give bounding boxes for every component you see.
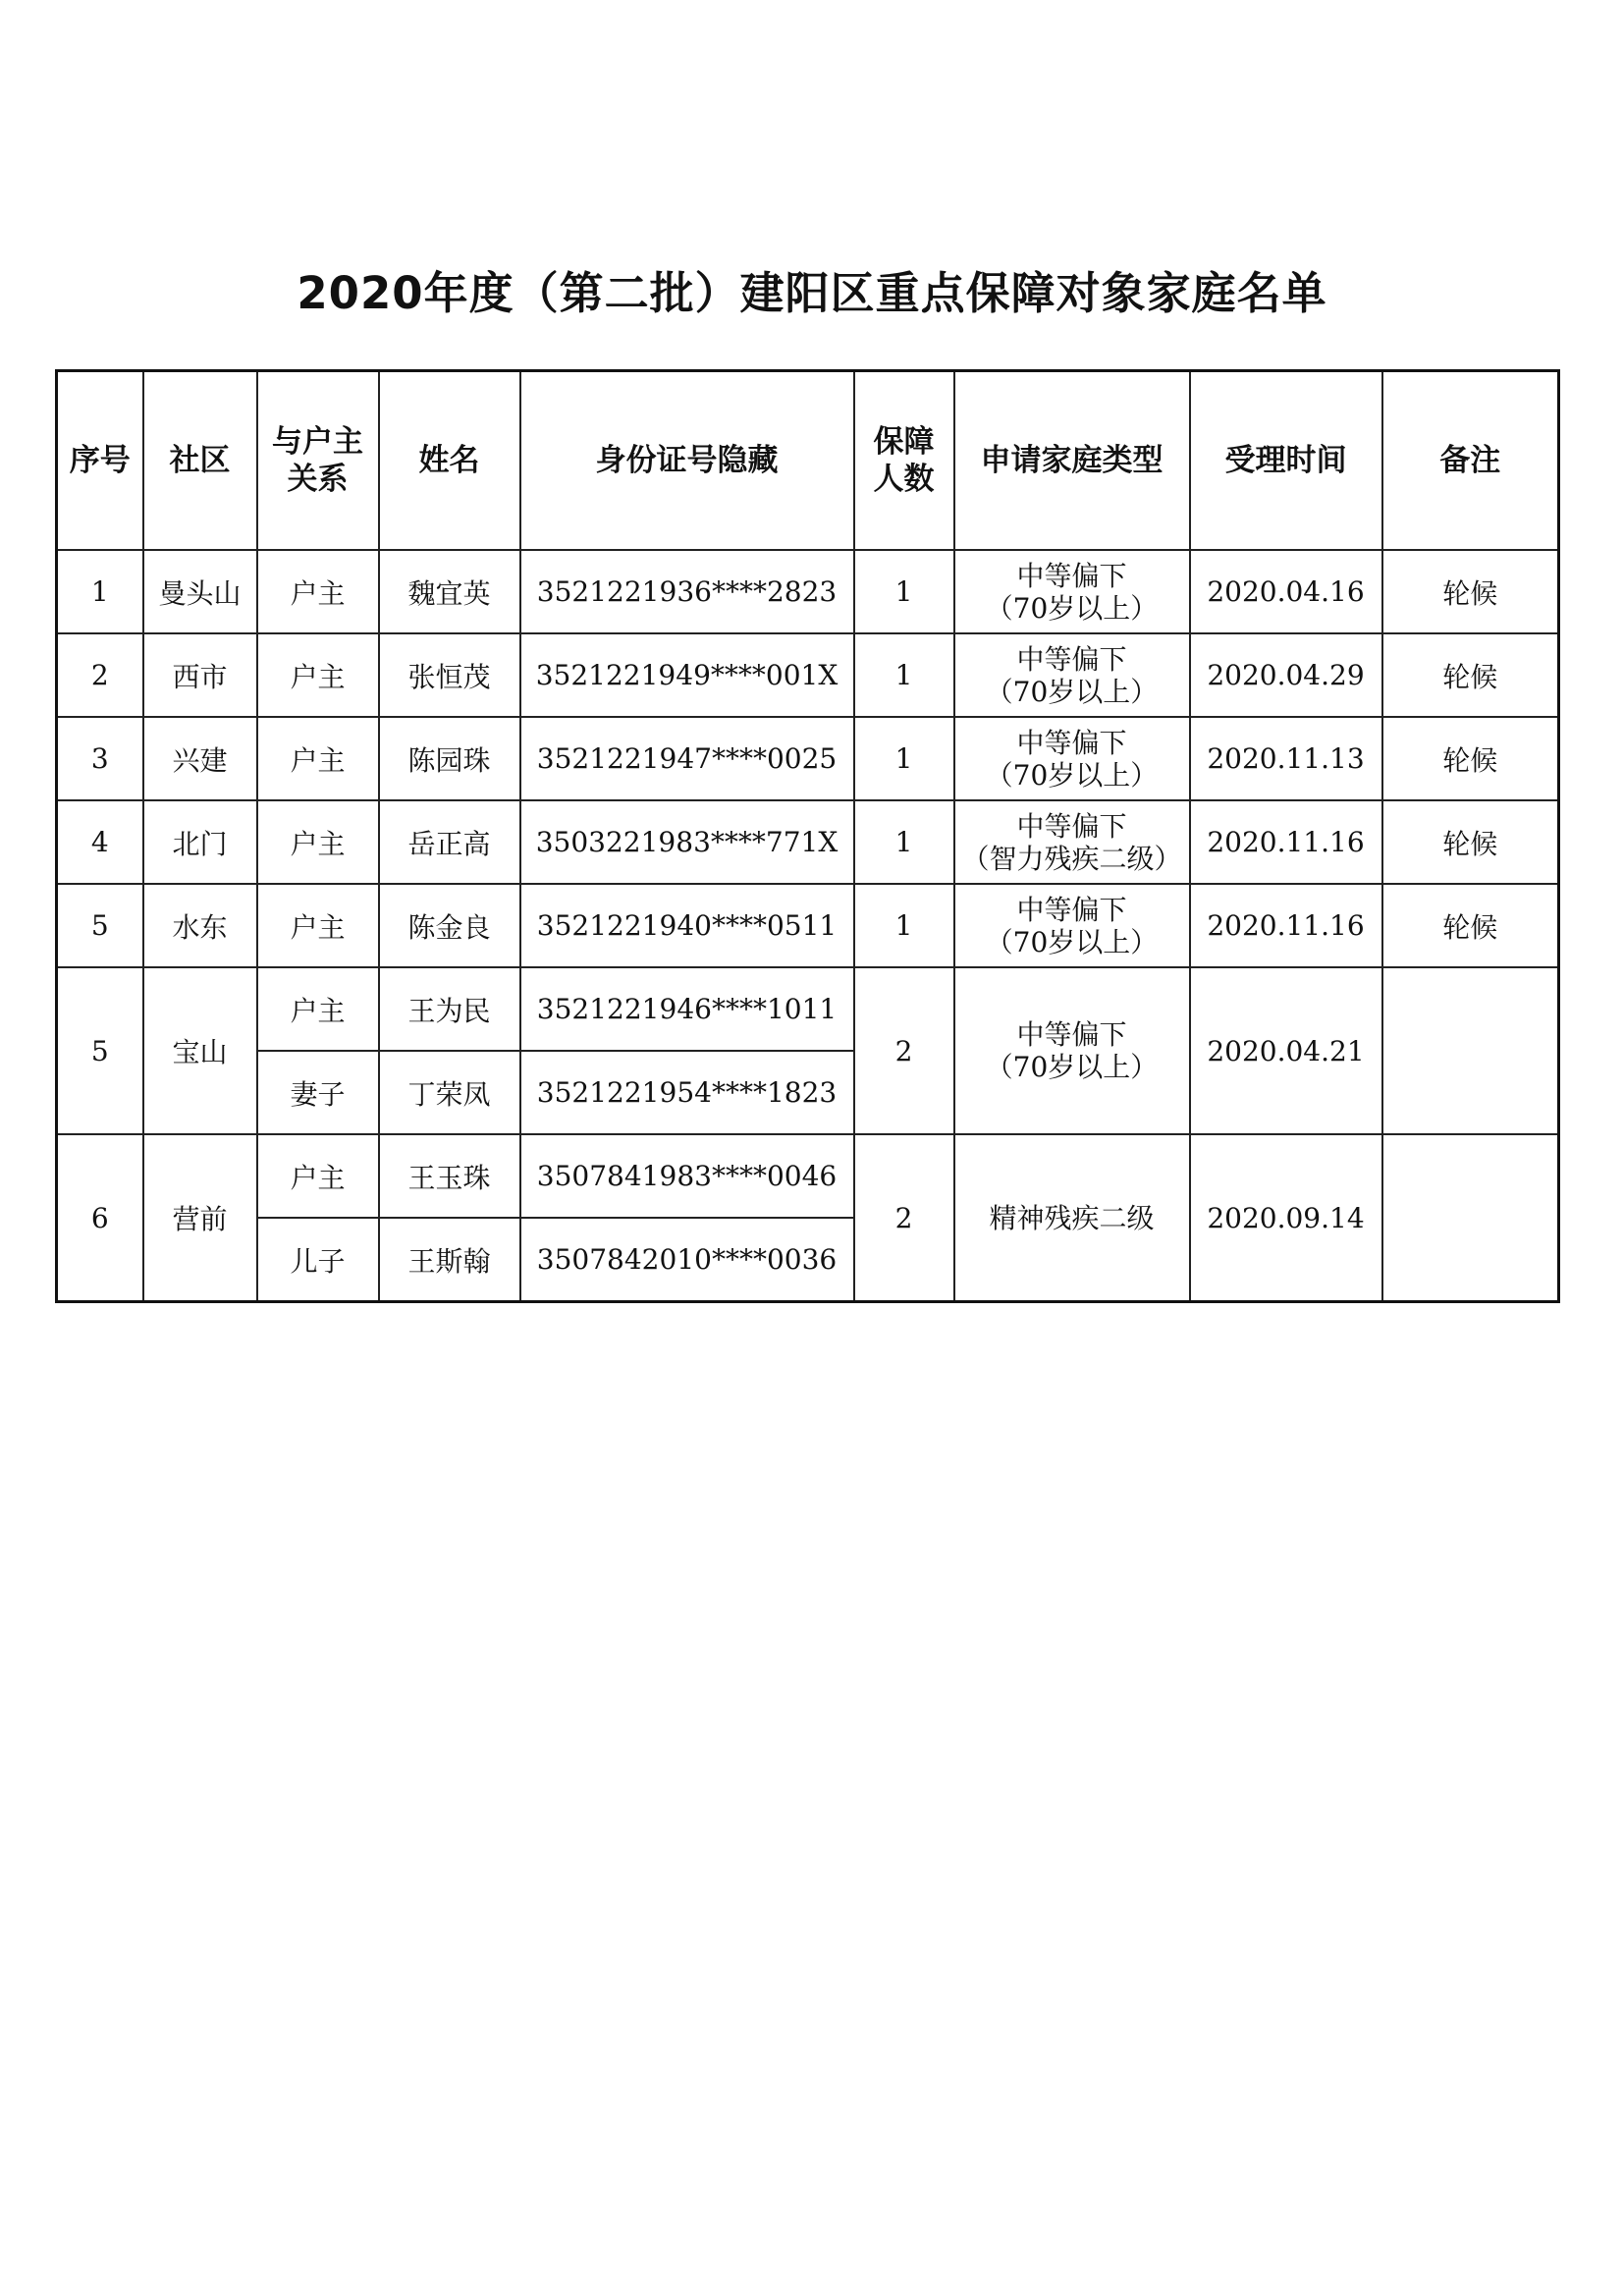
header-row [57, 371, 1559, 551]
family-type-line1: 中等偏下 [1016, 1018, 1127, 1051]
header-count-line1: 保障 [873, 424, 935, 460]
id-number-cell: 3521221949****001X [520, 633, 854, 717]
count-cell: 2 [854, 1134, 954, 1302]
header-count-line2: 人数 [873, 462, 935, 497]
accept-time-cell: 2020.11.13 [1190, 717, 1382, 800]
id-number-cell: 3521221946****1011 [520, 967, 854, 1051]
id-number-cell: 3507841983****0046 [520, 1134, 854, 1218]
accept-time-cell: 2020.11.16 [1190, 884, 1382, 967]
family-type-cell [954, 633, 1190, 717]
table-body [57, 550, 1559, 1302]
id-number-cell: 3507842010****0036 [520, 1218, 854, 1302]
header-family-type: 申请家庭类型 [954, 371, 1190, 551]
accept-time-cell: 2020.04.16 [1190, 550, 1382, 633]
remark-cell [1382, 967, 1559, 1134]
relation-cell: 户主 [257, 884, 379, 967]
table-row [57, 1134, 1559, 1218]
relation-cell: 儿子 [257, 1218, 379, 1302]
count-cell: 2 [854, 967, 954, 1134]
seq-cell: 4 [57, 800, 143, 884]
header-seq: 序号 [57, 371, 143, 551]
id-number-cell: 3521221947****0025 [520, 717, 854, 800]
header-remark: 备注 [1382, 371, 1559, 551]
name-cell: 王为民 [379, 967, 520, 1051]
remark-cell: 轮候 [1382, 550, 1559, 633]
accept-time-cell: 2020.04.21 [1190, 967, 1382, 1134]
header-community: 社区 [143, 371, 257, 551]
table-row [57, 550, 1559, 633]
header-relation-line1: 与户主 [272, 424, 363, 460]
relation-cell: 户主 [257, 550, 379, 633]
relation-cell: 户主 [257, 717, 379, 800]
count-cell: 1 [854, 633, 954, 717]
id-number-cell: 3521221936****2823 [520, 550, 854, 633]
id-number-cell: 3503221983****771X [520, 800, 854, 884]
seq-cell: 2 [57, 633, 143, 717]
community-cell: 宝山 [143, 967, 257, 1134]
seq-cell: 6 [57, 1134, 143, 1302]
name-cell: 陈园珠 [379, 717, 520, 800]
seq-cell: 3 [57, 717, 143, 800]
name-cell: 丁荣凤 [379, 1051, 520, 1134]
family-type-cell [954, 884, 1190, 967]
id-number-cell: 3521221940****0511 [520, 884, 854, 967]
relation-cell: 户主 [257, 1134, 379, 1218]
header-name: 姓名 [379, 371, 520, 551]
remark-cell: 轮候 [1382, 717, 1559, 800]
header-relation [257, 371, 379, 551]
seq-cell: 1 [57, 550, 143, 633]
family-type-line2: （70岁以上） [985, 758, 1159, 792]
family-type-line1: 中等偏下 [1016, 893, 1127, 926]
header-id-number: 身份证号隐藏 [520, 371, 854, 551]
name-cell: 王玉珠 [379, 1134, 520, 1218]
relation-cell: 户主 [257, 967, 379, 1051]
count-cell: 1 [854, 800, 954, 884]
table-header [57, 371, 1559, 551]
name-cell: 魏宜英 [379, 550, 520, 633]
family-type-cell [954, 967, 1190, 1134]
header-relation-line2: 关系 [287, 462, 349, 497]
count-cell: 1 [854, 550, 954, 633]
community-cell: 西市 [143, 633, 257, 717]
community-cell: 北门 [143, 800, 257, 884]
community-cell: 兴建 [143, 717, 257, 800]
count-cell: 1 [854, 717, 954, 800]
family-type-line1: 中等偏下 [1016, 726, 1127, 759]
family-type-line2: （70岁以上） [985, 925, 1159, 958]
id-number-cell: 3521221954****1823 [520, 1051, 854, 1134]
family-type-cell [954, 1134, 1190, 1302]
name-cell: 王斯翰 [379, 1218, 520, 1302]
household-table [55, 369, 1560, 1303]
remark-cell: 轮候 [1382, 633, 1559, 717]
accept-time-cell: 2020.11.16 [1190, 800, 1382, 884]
name-cell: 岳正高 [379, 800, 520, 884]
table-row [57, 800, 1559, 884]
family-type-line1: 中等偏下 [1016, 809, 1127, 843]
family-type-line2: （智力残疾二级） [961, 842, 1182, 875]
remark-cell [1382, 1134, 1559, 1302]
family-type-cell [954, 550, 1190, 633]
remark-cell: 轮候 [1382, 884, 1559, 967]
page-title: 2020年度（第二批）建阳区重点保障对象家庭名单 [297, 267, 1327, 319]
header-count [854, 371, 954, 551]
family-type-line2: （70岁以上） [985, 675, 1159, 708]
family-type-cell [954, 717, 1190, 800]
family-type-line2: （70岁以上） [985, 1051, 1159, 1083]
name-cell: 张恒茂 [379, 633, 520, 717]
family-type-line1: 中等偏下 [1016, 559, 1127, 592]
family-type-line1: 中等偏下 [1016, 642, 1127, 676]
table-row [57, 717, 1559, 800]
community-cell: 水东 [143, 884, 257, 967]
remark-cell: 轮候 [1382, 800, 1559, 884]
relation-cell: 户主 [257, 633, 379, 717]
family-type-line2: （70岁以上） [985, 591, 1159, 625]
relation-cell: 妻子 [257, 1051, 379, 1134]
count-cell: 1 [854, 884, 954, 967]
table-row [57, 967, 1559, 1051]
family-type-cell [954, 800, 1190, 884]
table-row [57, 884, 1559, 967]
header-accept-time: 受理时间 [1190, 371, 1382, 551]
seq-cell: 5 [57, 967, 143, 1134]
community-cell: 营前 [143, 1134, 257, 1302]
accept-time-cell: 2020.04.29 [1190, 633, 1382, 717]
community-cell: 曼头山 [143, 550, 257, 633]
seq-cell: 5 [57, 884, 143, 967]
relation-cell: 户主 [257, 800, 379, 884]
table-row [57, 633, 1559, 717]
accept-time-cell: 2020.09.14 [1190, 1134, 1382, 1302]
name-cell: 陈金良 [379, 884, 520, 967]
family-type-line1: 精神残疾二级 [989, 1201, 1155, 1234]
